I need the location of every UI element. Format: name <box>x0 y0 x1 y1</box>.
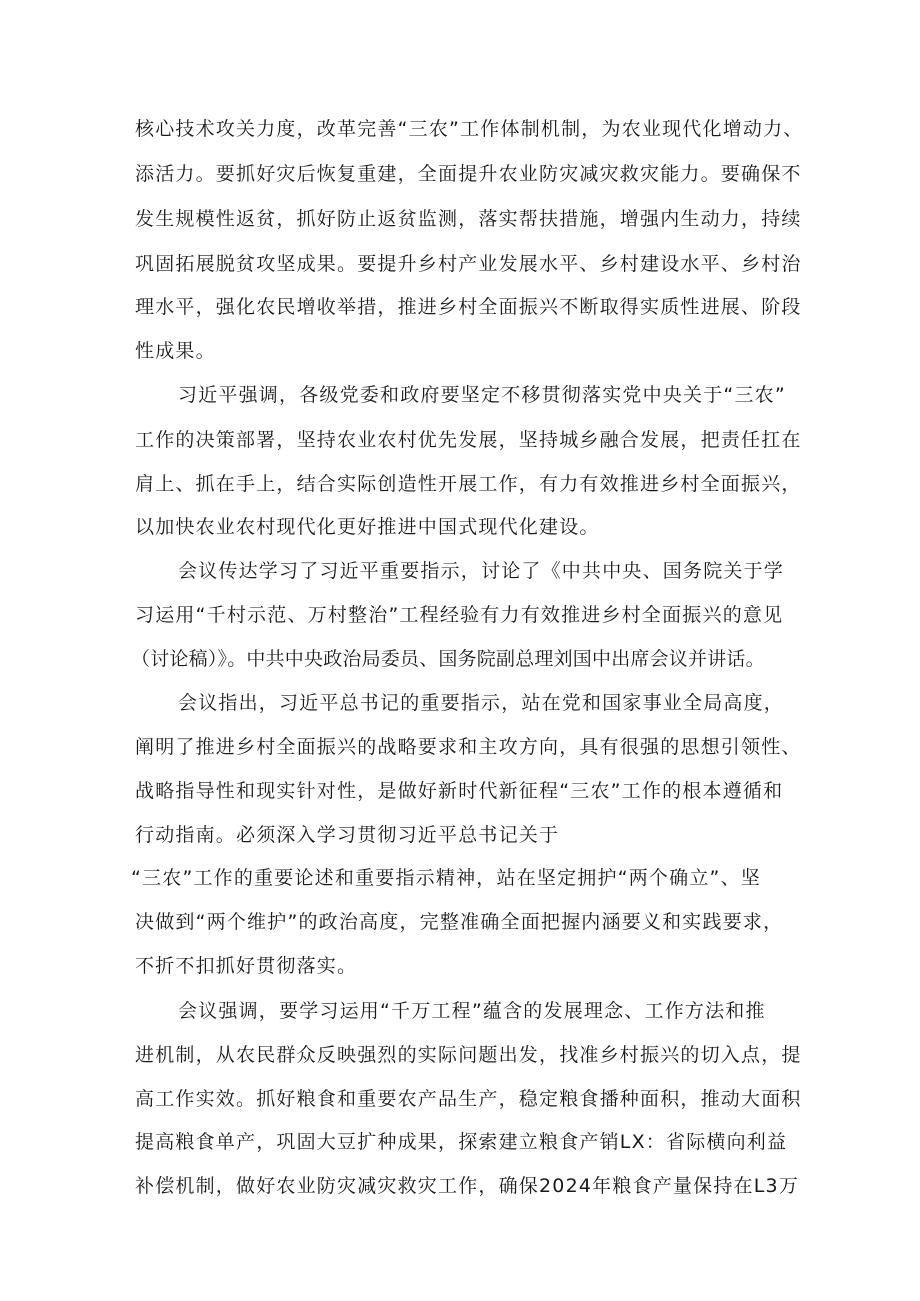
text-line: 战略指导性和现实针对性，是做好新时代新征程“三农”工作的根本遵循和 <box>135 780 784 802</box>
text-line: 添活力。要抓好灾后恢复重建，全面提升农业防灾减灾救灾能力。要确保不 <box>135 163 802 185</box>
text-line: 阐明了推进乡村全面振兴的战略要求和主攻方向，具有很强的思想引领性、 <box>135 736 802 758</box>
text-line: 决做到“两个维护”的政治高度，完整准确全面把握内涵要义和实践要求， <box>135 911 784 933</box>
text-line: 会议指出，习近平总书记的重要指示，站在党和国家事业全局高度， <box>178 692 785 714</box>
text-line: 理水平，强化农民增收举措，推进乡村全面振兴不断取得实质性进展、阶段 <box>135 296 802 318</box>
text-line: 会议强调，要学习运用“千万工程”蕴含的发展理念、工作方法和推 <box>178 1000 766 1022</box>
text-line: 习运用“千村示范、万村整治”工程经验有力有效推进乡村全面振兴的意见 <box>135 604 784 626</box>
text-line: 巩固拓展脱贫攻坚成果。要提升乡村产业发展水平、乡村建设水平、乡村治 <box>135 253 802 275</box>
text-line: 肩上、抓在手上，结合实际创造性开展工作，有力有效推进乡村全面振兴， <box>135 473 802 495</box>
text-line: 性成果。 <box>135 340 216 362</box>
text-line: 习近平强调，各级党委和政府要坚定不移贯彻落实党中央关于“三农” <box>178 384 786 406</box>
text-line: 不折不扣抓好贯彻落实。 <box>135 955 358 977</box>
text-line: 以加快农业农村现代化更好推进中国式现代化建设。 <box>135 516 600 538</box>
text-line: 工作的决策部署，坚持农业农村优先发展，坚持城乡融合发展，把责任扛在 <box>135 429 802 451</box>
text-line: 会议传达学习了习近平重要指示，讨论了《中共中央、国务院关于学 <box>178 560 785 582</box>
text-line: 发生规模性返贫，抓好防止返贫监测，落实帮扶措施，增强内生动力，持续 <box>135 208 802 230</box>
text-line: 行动指南。必须深入学习贯彻习近平总书记关于 <box>135 824 560 846</box>
text-line: 进机制，从农民群众反映强烈的实际问题出发，找准乡村振兴的切入点，提 <box>135 1044 802 1066</box>
text-line: 提高粮食单产，巩固大豆扩种成果，探索建立粮食产销LX：省际横向利益 <box>135 1131 788 1153</box>
text-line: 高工作实效。抓好粮食和重要农产品生产，稳定粮食播种面积，推动大面积 <box>135 1088 802 1110</box>
text-line: 补偿机制，做好农业防灾减灾救灾工作，确保2024年粮食产量保持在L3万 <box>135 1175 800 1197</box>
text-line: 核心技术攻关力度，改革完善“三农”工作体制机制，为农业现代化增动力、 <box>135 118 804 140</box>
text-line: “三农”工作的重要论述和重要指示精神，站在坚定拥护“两个确立”、坚 <box>131 867 761 889</box>
text-line: （讨论稿）》。中共中央政治局委员、国务院副总理刘国中出席会议并讲话。 <box>131 648 765 670</box>
